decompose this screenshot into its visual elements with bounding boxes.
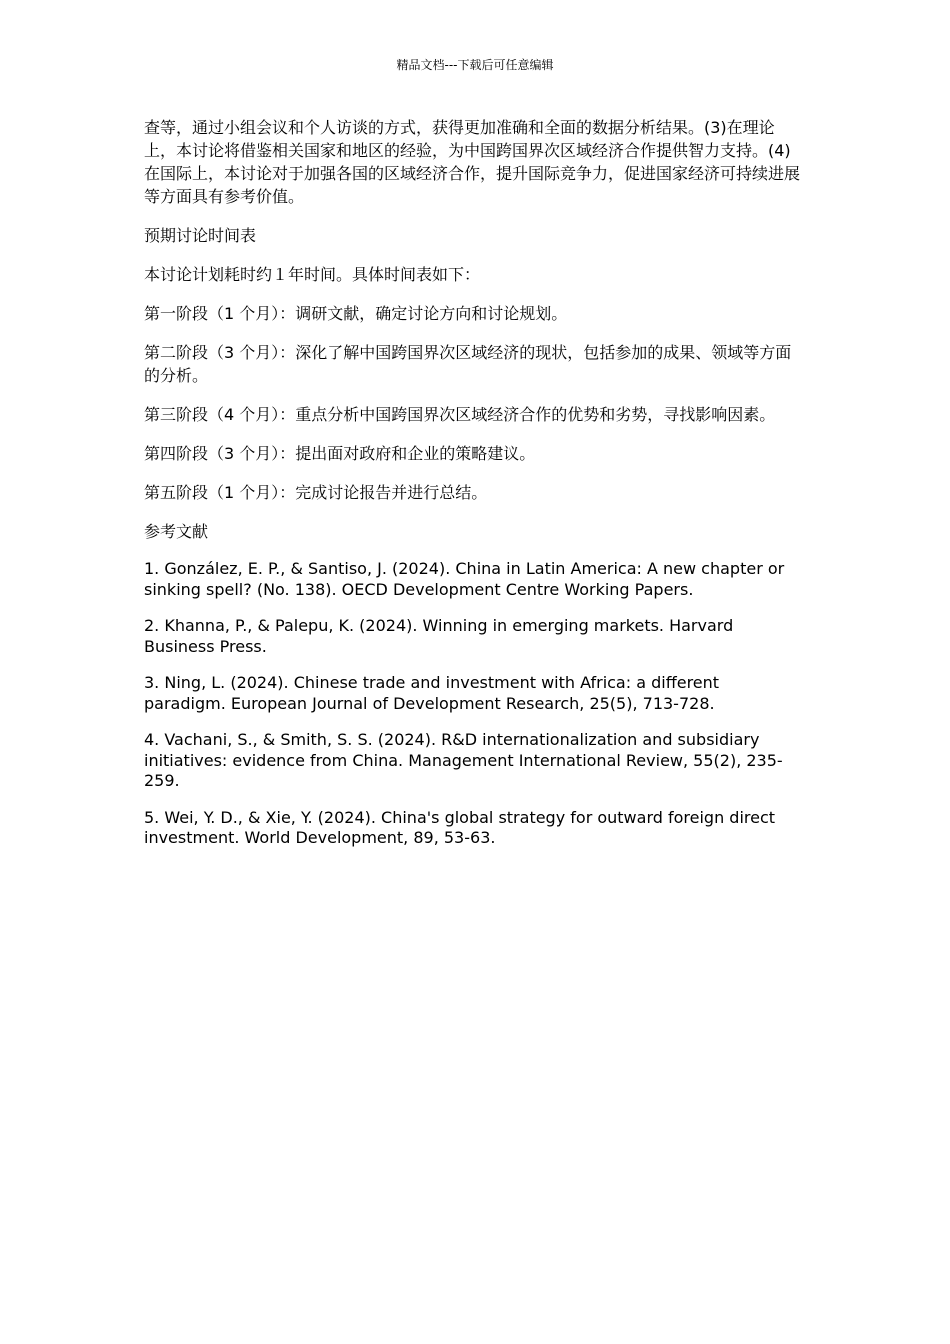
reference-item: 4. Vachani, S., & Smith, S. S. (2024). R&D internationalization and subsidiary initiatives: evidence from China. Management International Review, 55(2), 235-259. bbox=[144, 730, 783, 790]
reference-item: 5. Wei, Y. D., & Xie, Y. (2024). China's global strategy for outward foreign direct investment. World Development, 89, 53-63. bbox=[144, 807, 776, 847]
reference-item: 1. González, E. P., & Santiso, J. (2024). China in Latin America: A new chapter or sinking spell? (No. 138). OECD Development Centre Working Papers. bbox=[144, 559, 785, 599]
phase-4-paragraph: 第四阶段（3 个月）：提出面对政府和企业的策略建议。 bbox=[144, 444, 536, 463]
reference-item: 2. Khanna, P., & Palepu, K. (2024). Winning in emerging markets. Harvard Business Press. bbox=[144, 616, 734, 656]
phase-3-paragraph: 第三阶段（4 个月）：重点分析中国跨国界次区域经济合作的优势和劣势，寻找影响因素。 bbox=[144, 405, 776, 424]
phase-1-paragraph: 第一阶段（1 个月）：调研文献，确定讨论方向和讨论规划。 bbox=[144, 304, 568, 323]
phase-5-paragraph: 第五阶段（1 个月）：完成讨论报告并进行总结。 bbox=[144, 483, 488, 502]
document-body bbox=[144, 116, 804, 865]
phase-2-paragraph: 第二阶段（3 个月）：深化了解中国跨国界次区域经济的现状，包括参加的成果、领域等方面的分析。 bbox=[144, 343, 792, 385]
page-header: 精品文档---下载后可任意编辑 bbox=[396, 58, 554, 72]
reference-item: 3. Ning, L. (2024). Chinese trade and investment with Africa: a different paradigm. European Journal of Development Research, 25(5), 713-728. bbox=[144, 673, 720, 713]
reference-list bbox=[144, 559, 804, 849]
references-heading: 参考文献 bbox=[144, 522, 209, 541]
timeline-heading: 预期讨论时间表 bbox=[144, 226, 257, 245]
timeline-intro-paragraph: 本讨论计划耗时约１年时间。具体时间表如下： bbox=[144, 265, 481, 284]
intro-continued-paragraph: 查等，通过小组会议和个人访谈的方式，获得更加准确和全面的数据分析结果。(3)在理论上，本讨论将借鉴相关国家和地区的经验，为中国跨国界次区域经济合作提供智力支持。(4)在国际上，本讨论对于加强各国的区域经济合作，提升国际竞争力，促进国家经济可持续进展等方面具有参考价值。 bbox=[144, 118, 801, 206]
